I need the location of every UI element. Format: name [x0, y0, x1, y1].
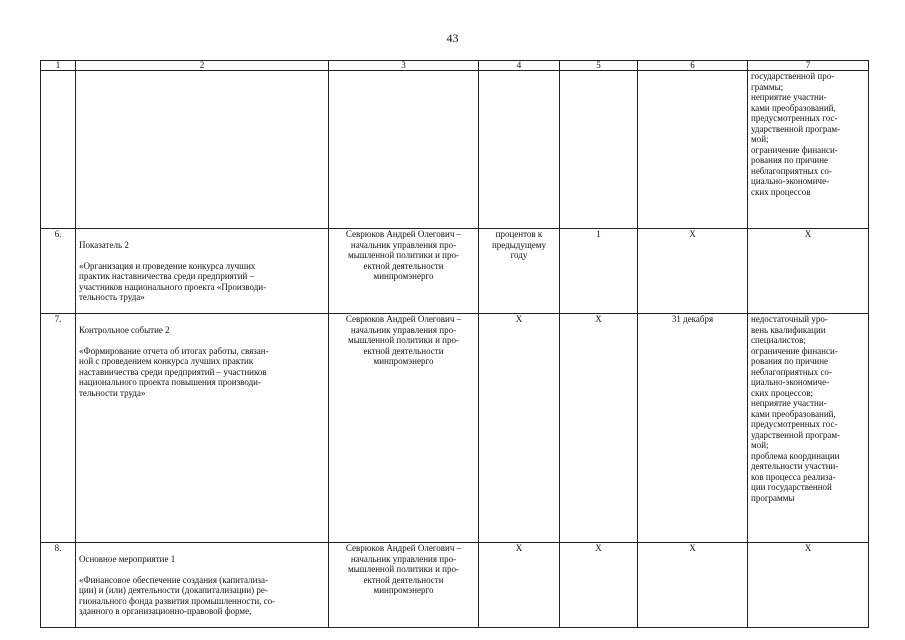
risks-cell: Х: [748, 229, 869, 314]
measure-description: «Финансовое обеспечение создания (капитализа- ции) и (или) деятельности (докапитализации) ре- гионального фонда развития промышленности, со- зданного в организационно-правовой форме,: [79, 574, 276, 616]
column-number-row: [41, 61, 869, 71]
table-row: [41, 71, 869, 229]
row-number: 6.: [41, 229, 76, 314]
responsible-cell: Севрюков Андрей Олегович – начальник управления про- мышленной политики и про- ектной деятельности минпромэнерго: [329, 543, 479, 628]
table-row: [41, 543, 869, 628]
column-header: 2: [76, 61, 329, 71]
table-row: [41, 229, 869, 314]
measure-cell: [76, 314, 329, 543]
unit-cell: Х: [479, 543, 560, 628]
responsible-cell: Севрюков Андрей Олегович – начальник управления про- мышленной политики и про- ектной деятельности минпромэнерго: [329, 314, 479, 543]
unit-cell: Х: [479, 314, 560, 543]
unit-cell: [479, 71, 560, 229]
column-header: 4: [479, 61, 560, 71]
value-cell: Х: [560, 314, 638, 543]
column-header: 7: [748, 61, 869, 71]
measure-cell: [76, 71, 329, 229]
measure-cell: [76, 543, 329, 628]
value-cell: [560, 71, 638, 229]
measures-table: [40, 60, 869, 628]
responsible-cell: Севрюков Андрей Олегович – начальник управления про- мышленной политики и про- ектной деятельности минпромэнерго: [329, 229, 479, 314]
measure-title: Основное мероприятие 1: [79, 553, 176, 564]
risks-cell: недостаточный уро- вень квалификации специалистов; ограничение финанси- рования по причине неблагоприятных со- циально-экономиче- ских процессов; неприятие участни- ками преобразований, предусмотренных гос- ударственной програм- мой; проблема координации деятельности участни- ков процесса реализа- ции государственной программы: [748, 314, 869, 543]
deadline-cell: Х: [638, 543, 748, 628]
responsible-cell: [329, 71, 479, 229]
measure-title: Показатель 2: [79, 239, 129, 250]
measure-description: «Организация и проведение конкурса лучших практик наставничества среди предприятий – участников национального проекта «Производи- тельность труда»: [79, 260, 267, 302]
column-header: 5: [560, 61, 638, 71]
deadline-cell: Х: [638, 229, 748, 314]
deadline-cell: [638, 71, 748, 229]
row-number: 7.: [41, 314, 76, 543]
unit-cell: процентов к предыдущему году: [479, 229, 560, 314]
table-row: [41, 314, 869, 543]
column-header: 1: [41, 61, 76, 71]
risks-cell: государственной про- граммы; неприятие участни- ками преобразований, предусмотренных гос- ударственной програм- мой; ограничение финанси- рования по причине неблагоприятных со- циально-экономиче- ских процессов: [748, 71, 869, 229]
row-number: 8.: [41, 543, 76, 628]
measure-cell: [76, 229, 329, 314]
page-number: 43: [446, 31, 459, 45]
deadline-cell: 31 декабря: [638, 314, 748, 543]
risks-cell: Х: [748, 543, 869, 628]
measure-title: Контрольное событие 2: [79, 324, 170, 335]
value-cell: Х: [560, 543, 638, 628]
row-number: [41, 71, 76, 229]
column-header: 3: [329, 61, 479, 71]
column-header: 6: [638, 61, 748, 71]
value-cell: 1: [560, 229, 638, 314]
measure-description: «Формирование отчета об итогах работы, связан- ной с проведением конкурса лучших практик наставничества среди предприятий – участников национального проекта повышения производи- тельности труда»: [79, 345, 269, 398]
